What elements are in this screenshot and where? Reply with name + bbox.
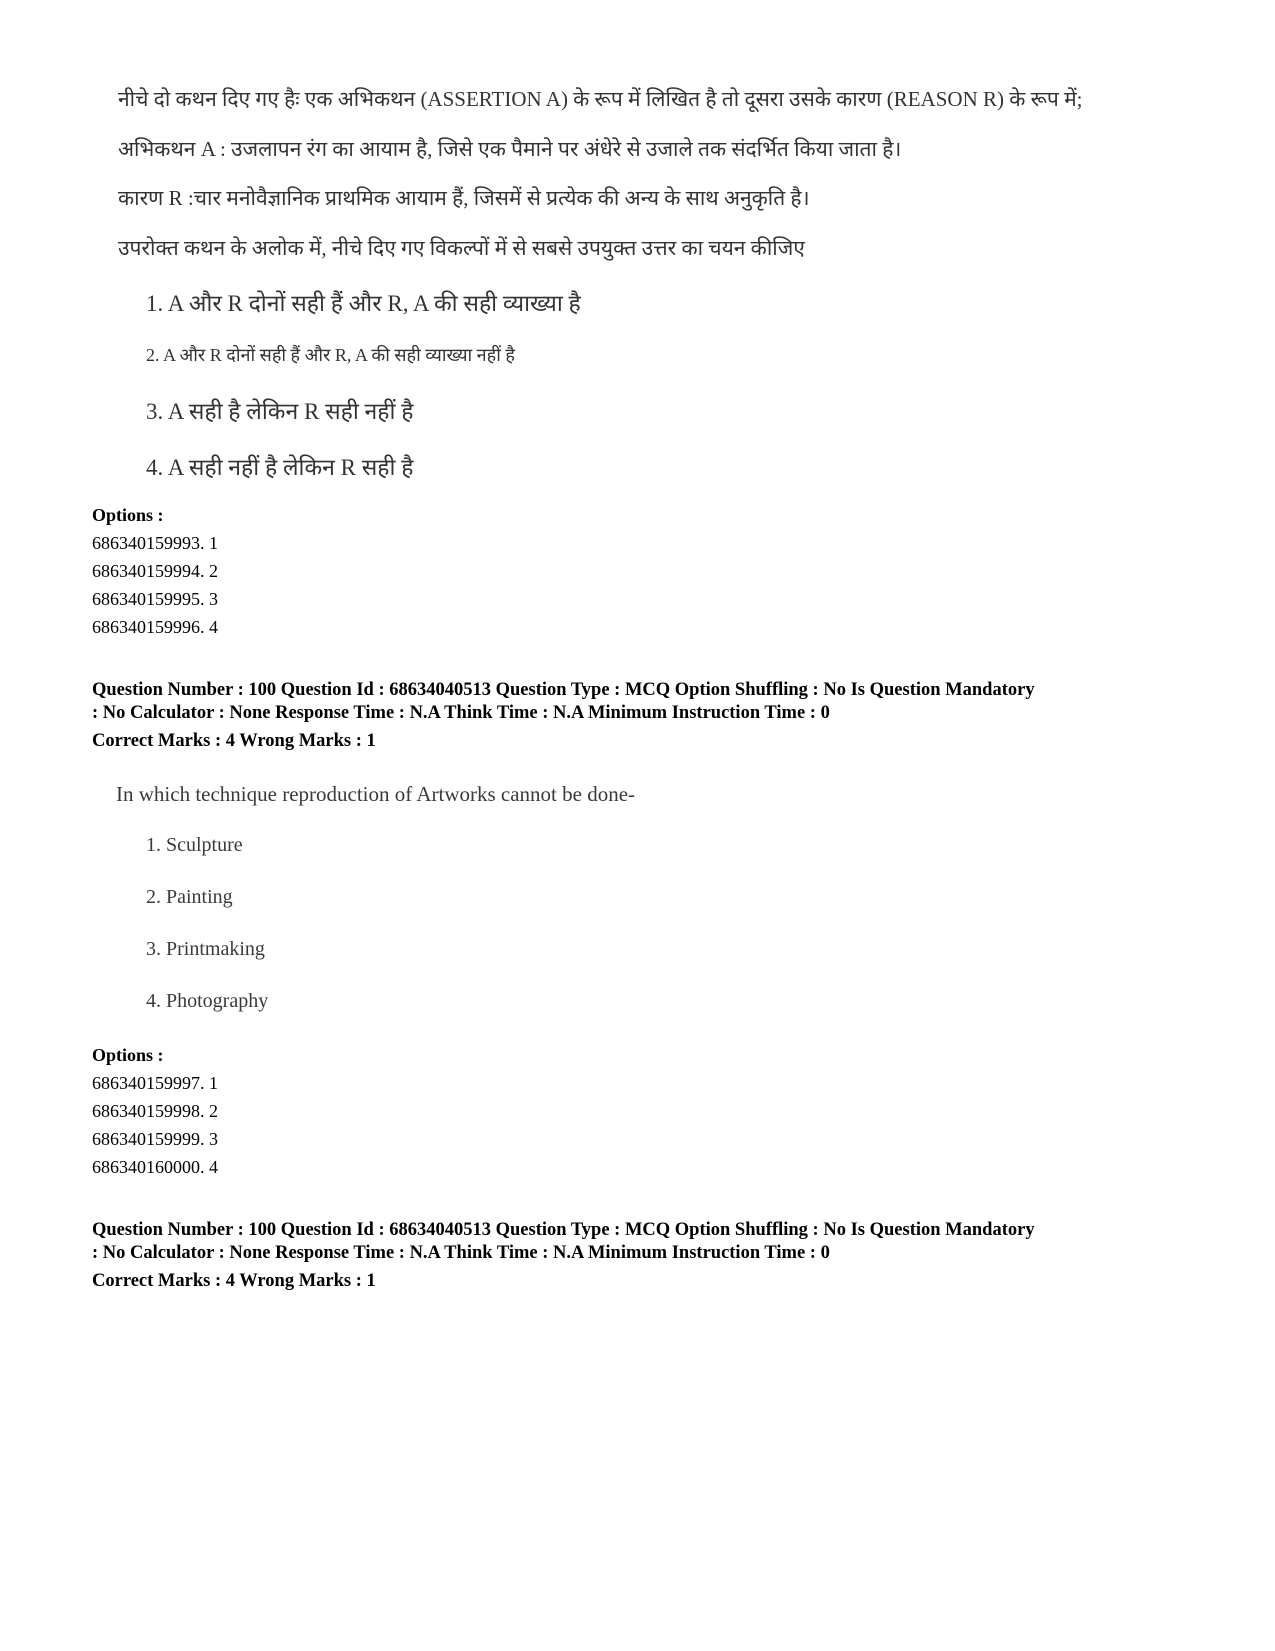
- q1-instruction-line: उपरोक्त कथन के अलोक में, नीचे दिए गए विकल्पों में से सबसे उपयुक्त उत्तर का चयन कीजिए: [118, 236, 805, 260]
- q2-meta-line-2: : No Calculator : None Response Time : N.A Think Time : N.A Minimum Instruction Time : 0: [92, 703, 830, 723]
- q2-choice-2: 2. Painting: [146, 886, 233, 908]
- q1-choice-2: 2. A और R दोनों सही हैं और R, A की सही व्याख्या नहीं है: [146, 345, 515, 365]
- q2-option-row: 686340159998. 2: [92, 1101, 218, 1121]
- q2-choice-3: 3. Printmaking: [146, 938, 265, 960]
- q1-options-heading: Options :: [92, 505, 164, 525]
- q2-option-row: 686340159997. 1: [92, 1073, 218, 1093]
- q2-stem: In which technique reproduction of Artworks cannot be done-: [116, 782, 636, 806]
- q2-option-row: 686340159999. 3: [92, 1129, 218, 1149]
- q2-marks: Correct Marks : 4 Wrong Marks : 1: [92, 731, 376, 751]
- q3-meta-line-2: : No Calculator : None Response Time : N.A Think Time : N.A Minimum Instruction Time : 0: [92, 1243, 830, 1263]
- q1-choice-3: 3. A सही है लेकिन R सही नहीं है: [146, 399, 414, 424]
- q1-reason-line: कारण R :चार मनोवैज्ञानिक प्राथमिक आयाम हैं, जिसमें से प्रत्येक की अन्य के साथ अनुकृति है।: [118, 186, 810, 210]
- q1-choice-4: 4. A सही नहीं है लेकिन R सही है: [146, 455, 414, 480]
- q1-option-row: 686340159994. 2: [92, 561, 218, 581]
- q1-assertion-line: अभिकथन A : उजलापन रंग का आयाम है, जिसे एक पैमाने पर अंधेरे से उजाले तक संदर्भित किया जाता है।: [118, 137, 902, 161]
- q2-options-heading: Options :: [92, 1045, 164, 1065]
- q2-option-row: 686340160000. 4: [92, 1157, 218, 1177]
- q3-meta-line-1: Question Number : 100 Question Id : 68634040513 Question Type : MCQ Option Shuffling : No Is Question Mandatory: [92, 1220, 1035, 1240]
- q1-option-row: 686340159996. 4: [92, 617, 218, 637]
- q3-marks: Correct Marks : 4 Wrong Marks : 1: [92, 1271, 376, 1291]
- q2-choice-1: 1. Sculpture: [146, 834, 243, 856]
- q1-statement-line: नीचे दो कथन दिए गए हैः एक अभिकथन (ASSERTION A) के रूप में लिखित है तो दूसरा उसके कारण (REASON R) के रूप में;: [118, 87, 1083, 111]
- q2-meta-line-1: Question Number : 100 Question Id : 68634040513 Question Type : MCQ Option Shuffling : No Is Question Mandatory: [92, 680, 1035, 700]
- q1-choice-1: 1. A और R दोनों सही हैं और R, A की सही व्याख्या है: [146, 291, 581, 316]
- q1-option-row: 686340159993. 1: [92, 533, 218, 553]
- q1-option-row: 686340159995. 3: [92, 589, 218, 609]
- q2-choice-4: 4. Photography: [146, 990, 269, 1012]
